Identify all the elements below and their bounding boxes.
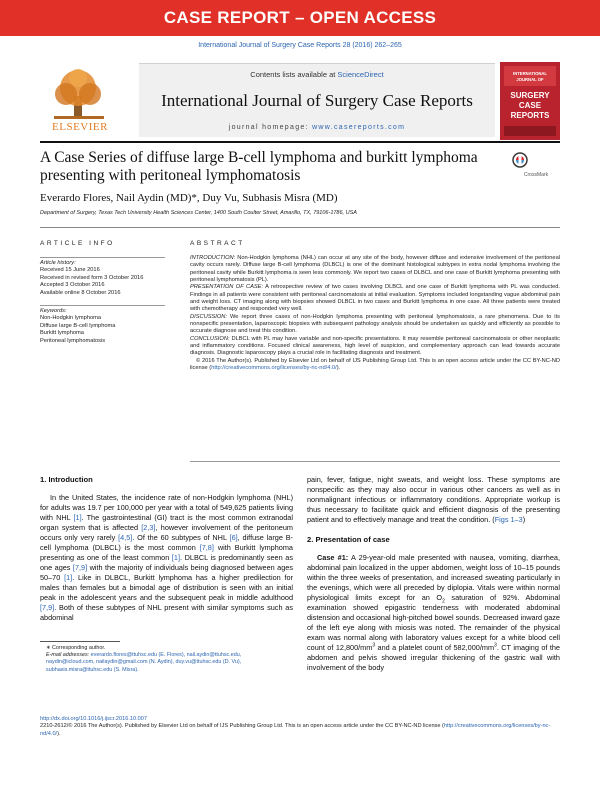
crossmark-icon [513,153,527,167]
intro-text: with Burkitt lymphoma presenting as one of the least common [40,543,293,562]
copyright-text: © 2016 The Author(s). Published by Elsevier Ltd on behalf of IJS Publishing Group Ltd. This is an open access article under the CC BY-NC-ND license ( [190,357,560,372]
abstract-conc-label: CONCLUSION: [190,335,230,342]
crossmark-label: CrossMark [523,172,549,178]
info-rule [40,257,165,258]
sciencedirect-link[interactable]: ScienceDirect [337,70,384,79]
abstract-pres-label: PRESENTATION OF CASE: [190,284,264,291]
abstract-pres-text: A retrospective review of two cases involving DLBCL and one case of Burkitt lymphoma with PL was conducted. Findings in all patients were consistent with peritoneal carcinomatosis at initial evaluation. Symptoms included longstanding vague abdominal pain and weight loss. CT imaging along with biopsies showed DLBCL in two cases and Burkitt lymphoma in one case. All three patients were treated with chemotherapy and responded very well. [190,284,560,313]
svg-text:REPORTS: REPORTS [510,111,550,120]
footnote [40,645,290,674]
cubic-superscript: 3 [372,642,376,649]
crossmark-badge[interactable] [512,150,552,178]
footnote-rule [40,641,120,642]
abstract-presentation [190,284,560,313]
abstract-conclusion [190,336,560,358]
title-rule [40,227,560,228]
keyword-item: Diffuse large B-cell lymphoma [40,322,116,329]
reference-link[interactable]: [1] [64,573,73,582]
homepage-prefix: journal homepage: [228,124,313,131]
case-1-label: Case #1: [317,553,349,562]
case-report-banner: CASE REPORT – OPEN ACCESS [0,0,600,36]
journal-homepage [139,124,495,131]
history-label: Article history: [40,260,76,266]
cubic-superscript: 3 [494,642,497,649]
reference-link[interactable]: [4,5] [118,533,133,542]
intro-text: . The gastrointestinal (GI) tract is the most common extranodal organ system that is affected [40,513,293,532]
case-text: and a platelet count of 582,000/mm [375,643,495,652]
corresponding-author: ∗ Corresponding author. [46,645,106,651]
issn-text: 2210-2612/© 2016 The Author(s). Published by Elsevier Ltd on behalf of IJS Publishing Group Ltd. This is an open access article under the CC BY-NC-ND license ( [40,723,444,730]
history-item: Received 15 June 2016 [40,267,100,274]
journal-citation-link[interactable]: International Journal of Surgery Case Reports 28 (2016) 262–265 [198,42,402,49]
keyword-item: Peritoneal lymphomatosis [40,337,106,344]
issn-line [40,723,560,738]
abstract-disc-label: DISCUSSION: [190,313,227,320]
intro-text: , however involvement of the peritoneum occurs only very rarely [40,523,293,542]
contents-prefix: Contents lists available at [250,70,338,79]
abstract-body [190,255,560,373]
copyright-end: ). [336,365,341,372]
abstract-heading: ABSTRACT [190,240,245,247]
doi-link[interactable]: http://dx.doi.org/10.1016/j.ijscr.2016.10.007 [40,716,147,722]
abstract-rule [190,461,560,462]
right-column [307,475,560,673]
abstract-disc-text: We report three cases of non-Hodgkin lymphoma presenting with peritoneal lymphomatosis, a rare phenomena. Due to its nonspecific presentation, laparoscopic biopsies with subsequent pathology analysis should be undertaken as quickly and efficiently as possible to accurate diagnose and treat this condition. [190,313,560,335]
journal-cover-image [500,62,560,140]
svg-text:SURGERY: SURGERY [510,91,550,100]
intro-text: with the majority of individuals being diagnosed between ages 50–70 [40,563,293,582]
header-rule [40,141,560,143]
introduction-paragraph [40,493,293,623]
abstract-intro-label: INTRODUCTION: [190,255,236,261]
case-text: . CT imaging of the abdomen and pelvis showed irregular thickening of the gastric wall with involvement of the body [307,643,560,672]
svg-text:INTERNATIONAL: INTERNATIONAL [513,71,547,76]
reference-link[interactable]: [7,8] [199,543,214,552]
keyword-item: Non-Hodgkin lymphoma [40,315,102,322]
introduction-section [40,475,293,623]
continued-paragraph [307,475,560,525]
intro-text: . Like in DLBCL, Burkitt lymphoma has a higher predilection for males than females but a bimodal age of distribution is seen with an initial peak in the adolescent years and the subsequent peak in middle adulthood [40,573,293,602]
figure-link[interactable]: Figs 1–3 [494,515,523,524]
abstract-intro-text: Non-Hodgkin lymphoma (NHL) can occur at any site of the body, however diffuse and extensive involvement of the peritoneal cavity occurs rarely. Diffuse large B-cell lymphoma (DLBCL) is one of the dominant histological subtypes in extra nodal lymphoma involving the peritoneal cavity while Burkitt lymphoma is seen less commonly. We report two cases of DLBCL and one case of Burkitt lymphoma presenting with peritoneal lymphomatosis (PL). [190,255,560,284]
intro-text: . Both of these subtypes of NHL present with similar symptoms such as abdominal [40,603,293,622]
journal-header [139,63,495,137]
license-link[interactable]: http://creativecommons.org/licenses/by-nc-nd/4.0/ [211,365,337,372]
history-item: Available online 8 October 2016 [40,289,121,296]
publisher-name: ELSEVIER [52,121,108,133]
homepage-url-link[interactable]: www.casereports.com [312,124,406,131]
info-rule [40,305,165,306]
author-affiliation: Department of Surgery, Texas Tech University Health Sciences Center, 1400 South Coulter Street, Amarillo, TX, 79106-1786, USA [40,210,357,216]
abstract-conc-text: DLBCL with PL may have variable and non-specific presentations. It may resemble peritoneal carcinomatosis or other neoplastic and inflammatory conditions. Focused clinical awareness, high level of suspicion, and complementary approach can lead towards accurate diagnosis. Diagnostic laparoscopy plays a crucial role in facilitating diagnosis and treatment. [190,335,560,357]
abstract-discussion [190,314,560,336]
reference-link[interactable]: [2,3] [141,523,156,532]
article-info [40,255,165,345]
page-footer [40,716,560,738]
author-list: Everardo Flores, Nail Aydin (MD)*, Duy Vu, Subhasis Misra (MD) [40,192,338,204]
contents-line [139,70,495,79]
abstract-introduction [190,255,560,284]
intro-text: , diffuse large B-cell lymphoma (DLBCL) is the most common [40,533,293,552]
journal-title: International Journal of Surgery Case Reports [161,91,473,110]
intro-text: . Of the 60 subtypes of NHL [132,533,230,542]
continued-text-end: ) [522,515,526,524]
footer-license-link[interactable]: http://creativecommons.org/licenses/by-nc-nd/4.0/ [40,723,551,737]
email-label: E-mail addresses: [46,652,90,659]
history-item: Received in revised form 3 October 2016 [40,274,144,281]
issn-end: ). [57,730,61,737]
email-addresses [40,652,290,674]
abstract-copyright [190,358,560,373]
reference-link[interactable]: [6] [229,533,238,542]
o2-subscript: 2 [442,598,445,605]
keywords-label: Keywords: [40,308,67,315]
article-info-heading: ARTICLE INFO [40,240,115,247]
email-links[interactable]: everardo.flores@ttuhsc.edu (E. Flores), nail.aydin@ttuhsc.edu, naydin@icloud.com, nailaydin@gmail.com (N. Aydin), duy.vu@ttuhsc.edu (D. Vu), subhasis.misra@ttuhsc.edu (S. Misra). [46,652,242,673]
case-text: A 29-year-old male presented with nausea, vomiting, diarrhea, abdominal pain localized in the upper abdomen, weight loss of 10–15 pounds within the three weeks of presentation, and increased sweating particularly in the evenings, which were all preceded by diplopia. Vitals were within normal physiological limits except for an O [307,553,560,602]
reference-link[interactable]: [1] [73,513,82,522]
case-text: saturation of 92%. Abdominal examination showed epigastric tenderness with moderated abdominal distension and occasional high-pitched bowel sounds. Decreased inward gaze of the left eye along with miosis was noted. The remainder of the physical exam was normal along with laboratory values except for a white blood cell count of 12,800/mm [307,593,560,652]
continued-text: pain, fever, fatigue, night sweats, and weight loss. These symptoms are nonspecific as they may also occur in various other cancers as well as in nonmalignant infectious or inflammatory conditions. Appropriate workup is thus necessary to facilitate quick and efficient diagnosis of the presenting patient and to effectively manage and treat the condition. ( [307,475,560,524]
keyword-item: Burkitt lymphoma [40,330,84,337]
elsevier-logo [40,66,120,134]
reference-link[interactable]: [1] [171,553,180,562]
intro-text: . DLBCL is predominantly seen as one ages [40,553,293,572]
article-title: A Case Series of diffuse large B-cell lymphoma and burkitt lymphoma presenting with peritoneal lymphomatosis [40,149,478,184]
presentation-heading: 2. Presentation of case [307,535,390,544]
reference-link[interactable]: [7,9] [72,563,88,572]
tree-icon [54,69,104,119]
svg-text:CASE: CASE [518,101,542,110]
introduction-heading: 1. Introduction [40,475,93,484]
intro-text: In the United States, the incidence rate of non-Hodgkin lymphoma (NHL) for adults was 19.7 per 100,000 per year with a total of 549,625 patients living with NHL [40,493,293,522]
reference-link[interactable]: [7,9] [40,603,55,612]
history-item: Accepted 3 October 2016 [40,282,105,289]
case-1-paragraph [307,553,560,673]
svg-text:JOURNAL OF: JOURNAL OF [516,77,544,82]
